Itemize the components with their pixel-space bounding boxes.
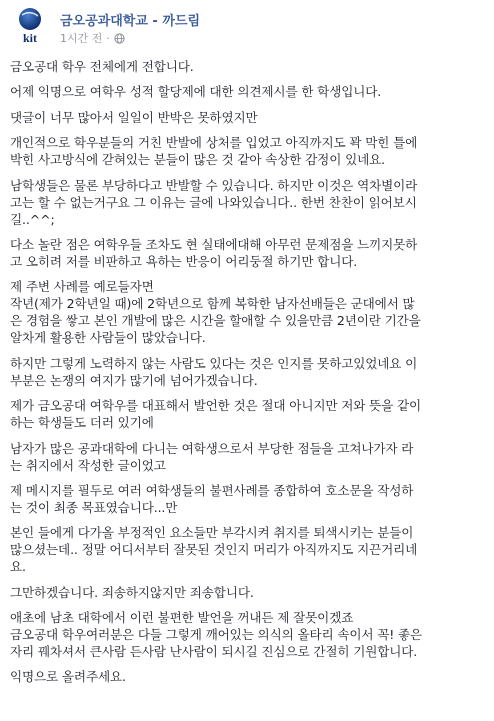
post-meta [60,30,125,46]
post-body [10,58,488,694]
post-paragraph: 남학생들은 물론 부당하다고 반발할 수 있습니다. 하지만 이것은 역차별이라 고는 할 수 없는거구요 그 이유는 글에 나와있습니다.. 한번 찬찬이 읽어보시 길..^^; [10,177,418,227]
post-paragraph: 다소 놀란 점은 여학우들 조차도 현 실태에대해 아무런 문제점을 느끼지못하 고 오히려 저를 비판하고 욕하는 반응이 어리둥절 하기만 합니다. [10,236,418,269]
post-paragraph: 어제 익명으로 여학우 성적 할당제에 대한 의견제시를 한 학생입니다. [10,84,382,100]
post-timestamp[interactable]: 1시간 전 [60,32,103,45]
post-header [10,6,484,50]
post-paragraph: 제 메시지를 필두로 여러 여학생들의 불편사례를 종합하여 호소문을 작성하 는 것이 최종 목표였습니다...만 [10,482,414,515]
page-name-link[interactable]: 금오공과대학교 - 까드림 [60,14,201,29]
post-paragraph: 본인 들에게 다가올 부정적인 요소들만 부각시켜 취지를 퇴색시키는 분들이 많으셨는데.. 정말 어디서부터 잘못된 것인지 머리가 아직까지도 지끈거리네 요. [10,525,418,575]
page-avatar[interactable] [10,6,50,46]
post-paragraph: 개인적으로 학우분들의 거친 반발에 상처를 입었고 아직까지도 꽉 막힌 틀에 박힌 사고방식에 갇혀있는 분들이 많은 것 같아 속상한 감정이 있네요. [10,135,418,168]
post-paragraph: 애초에 남초 대학에서 이런 불편한 발언을 꺼내든 제 잘못이겠죠 금오공대 학우여러분은 다들 그렇게 깨어있는 의식의 올타리 속이서 꼭! 좋은 자리 꿰차셔서 큰사람 든사람 난사람이 되시길 진심으로 간절히 기원합니다. [10,610,423,660]
post-paragraph: 하지만 그렇게 노력하지 않는 사람도 있다는 것은 인지를 못하고있었네요 이 부분은 논쟁의 여지가 많기에 넘어가겠습니다. [10,355,418,388]
post-paragraph: 그만하겠습니다. 죄송하지않지만 죄송합니다. [10,584,254,600]
post-paragraph: 제가 금오공대 여학우를 대표해서 발언한 것은 절대 아니지만 저와 뜻을 같이 하는 학생들도 더러 있기에 [10,398,422,431]
logo-text: kit [22,31,38,45]
post-paragraph: 댓글이 너무 많아서 일일이 반박은 못하였지만 [10,109,258,125]
post-paragraph: 익명으로 올려주세요. [10,669,126,685]
meta-separator: · [106,31,110,45]
post-paragraph: 남자가 많은 공과대학에 다니는 여학생으로서 부당한 점들을 고쳐나가자 라 는 취지에서 작성한 글이었고 [10,440,414,473]
post-paragraph: 금오공대 학우 전체에게 전합니다. [10,59,194,74]
globe-icon[interactable] [114,33,125,44]
post-paragraph: 제 주변 사례를 예로들자면 작년(제가 2학년일 때)에 2학년으로 함께 복학한 남자선배들은 군대에서 많 은 경험을 쌓고 본인 개발에 많은 시간을 할애할 수 있을만큼 2년이란 기간을 알차게 활용한 사람들이 많았습니다. [10,279,421,346]
kit-logo-icon [10,6,50,46]
